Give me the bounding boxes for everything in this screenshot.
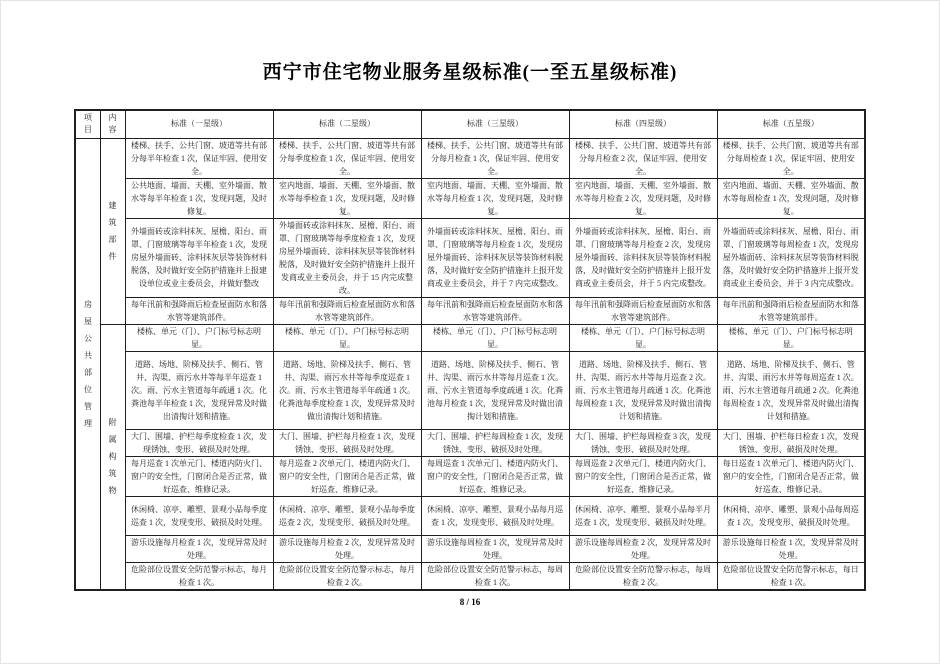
standard-cell: 危险部位设置安全防范警示标志，每月检查 2 次。: [273, 562, 421, 590]
standard-cell: 大门、围墙、护栏每月检查 1 次，发现锈蚀、变形、破损及时处理。: [273, 429, 421, 456]
standard-cell: 危险部位设置安全防范警示标志，每日检查 1 次。: [717, 562, 865, 590]
standard-cell: 楼栋、单元（门）、户门标号标志明显。: [421, 324, 569, 351]
standard-cell: 外墙面砖或涂料抹灰、屋檐、阳台、雨罩、门窗玻璃等每周检查 1 次，发现房屋外墙面砖、涂料抹灰层等装饰材料脱落，及时做好安全防护措施并上报开发商或业主委员会，并于 3 内完成整改。: [717, 218, 865, 297]
standard-cell: 游乐设施每周检查 2 次，发现异常及时处理。: [569, 535, 717, 562]
standard-cell: 休闲椅、凉亭、雕塑、景观小品每月巡查 1 次，发现变形、破损及时处理。: [421, 496, 569, 535]
standard-cell: 游乐设施每日检查 1 次，发现异常及时处理。: [717, 535, 865, 562]
standard-cell: 楼栋、单元（门）、户门标号标志明显。: [273, 324, 421, 351]
standard-cell: 楼梯、扶手、公共门窗、坡道等共有部分每半年检查 1 次，保证牢固、使用安全。: [125, 138, 273, 178]
standard-cell: 每月巡查 2 次单元门、楼道内防火门、窗户的安全性，门窗闭合是否正常，做好巡查、维修记录。: [273, 456, 421, 496]
table-row: [75, 178, 865, 218]
standard-cell: 外墙面砖或涂料抹灰、屋檐、阳台、雨罩、门窗玻璃等每月检查 2 次，发现房屋外墙面砖、涂料抹灰层等装饰材料脱落，及时做好安全防护措施并上报开发商或业主委员会，并于 5 内完成整改。: [569, 218, 717, 297]
header-content: 内容: [100, 110, 125, 138]
table-row: [75, 496, 865, 535]
standard-cell: 每年汛前和强降雨后检查屋面防水和落水管等建筑部件。: [273, 297, 421, 324]
standard-cell: 游乐设施每月检查 2 次，发现异常及时处理。: [273, 535, 421, 562]
standard-cell: 道路、场地、阶梯及扶手、侧石、管井、沟渠、雨污水井等每周巡查 1 次。雨、污水主管道每月疏通 2 次。化粪池每周检查 1 次，发现异常及时做出清掏计划和措施。: [717, 351, 865, 429]
header-star-4: 标准（四星级）: [569, 110, 717, 138]
page-title: 西宁市住宅物业服务星级标准(一至五星级标准): [262, 62, 678, 83]
header-star-5: 标准（五星级）: [717, 110, 865, 138]
standard-cell: 每年汛前和强降雨后检查屋面防水和落水管等建筑部件。: [717, 297, 865, 324]
standard-cell: 每周巡查 2 次单元门、楼道内防火门、窗户的安全性，门窗闭合是否正常，做好巡查、维修记录。: [569, 456, 717, 496]
header-star-3: 标准（三星级）: [421, 110, 569, 138]
category-label: 附属构筑物: [100, 324, 125, 590]
table-row: [75, 324, 865, 351]
standard-cell: 大门、围墙、护栏每日检查 1 次，发现锈蚀、变形、破损及时处理。: [717, 429, 865, 456]
page-number: 8 / 16: [459, 596, 481, 607]
standard-cell: 大门、围墙、护栏每周检查 3 次，发现锈蚀、变形、破损及时处理。: [569, 429, 717, 456]
standard-cell: 休闲椅、凉亭、雕塑、景观小品每周巡查 1 次，发现变形、破损及时处理。: [717, 496, 865, 535]
standard-cell: 室内地面、墙面、天棚、室外墙面、散水等每月检查 1 次，发现问题，及时修复。: [421, 178, 569, 218]
standard-cell: 室内地面、墙面、天棚、室外墙面、散水等每季检查 1 次，发现问题，及时修复。: [273, 178, 421, 218]
standard-cell: 休闲椅、凉亭、雕塑、景观小品每季度巡查 2 次，发现变形、破损及时处理。: [273, 496, 421, 535]
header-star-1: 标准（一星级）: [125, 110, 273, 138]
standard-cell: 大门、围墙、护栏每周检查 1 次，发现锈蚀、变形、破损及时处理。: [421, 429, 569, 456]
standard-cell: 公共地面、墙面、天棚、室外墙面、散水等每半年检查 1 次，发现问题，及时修复。: [125, 178, 273, 218]
table-body: [75, 138, 865, 590]
standard-cell: 楼梯、扶手、公共门窗、坡道等共有部分每周检查 1 次，保证牢固、使用安全。: [717, 138, 865, 178]
standard-cell: 危险部位设置安全防范警示标志，每周检查 2 次。: [569, 562, 717, 590]
standard-cell: 每年汛前和强降雨后检查屋面防水和落水管等建筑部件。: [125, 297, 273, 324]
standard-cell: 游乐设施每月检查 1 次，发现异常及时处理。: [125, 535, 273, 562]
standard-cell: 每年汛前和强降雨后检查屋面防水和落水管等建筑部件。: [569, 297, 717, 324]
table-row: [75, 297, 865, 324]
header-project: 项目: [75, 110, 100, 138]
standard-cell: 道路、场地、阶梯及扶手、侧石、管井、沟渠、雨污水井等每半年巡查 1 次。雨、污水主管道每年疏通 1 次。化粪池每半年检查 1 次，发现异常及时做出清掏计划和措施。: [125, 351, 273, 429]
standards-table: [74, 109, 866, 591]
standard-cell: 室内地面、墙面、天棚、室外墙面、散水等每月检查 2 次，发现问题，及时修复。: [569, 178, 717, 218]
standard-cell: 每年汛前和强降雨后检查屋面防水和落水管等建筑部件。: [421, 297, 569, 324]
standard-cell: 每日巡查 1 次单元门、楼道内防火门、窗户的安全性，门窗闭合是否正常，做好巡查、维修记录。: [717, 456, 865, 496]
standard-cell: 楼栋、单元（门）、户门标号标志明显。: [569, 324, 717, 351]
standard-cell: 休闲椅、凉亭、雕塑、景观小品每半月巡查 1 次，发现变形、破损及时处理。: [569, 496, 717, 535]
table-row: [75, 351, 865, 429]
standard-cell: 室内地面、墙面、天棚、室外墙面、散水等每周检查 1 次，发现问题，及时修复。: [717, 178, 865, 218]
standard-cell: 每月巡查 1 次单元门、楼道内防火门、窗户的安全性，门窗闭合是否正常，做好巡查、维修记录。: [125, 456, 273, 496]
header-row: [75, 110, 865, 138]
table-row: [75, 456, 865, 496]
standard-cell: 危险部位设置安全防范警示标志，每月检查 1 次。: [125, 562, 273, 590]
table-row: [75, 138, 865, 178]
table-row: [75, 535, 865, 562]
standard-cell: 游乐设施每周检查 1 次，发现异常及时处理。: [421, 535, 569, 562]
standard-cell: 道路、场地、阶梯及扶手、侧石、管井、沟渠、雨污水井等每月巡查 2 次。雨、污水主管道每月疏通 1 次。化粪池每周检查 1 次，发现异常及时做出清掏计划和措施。: [569, 351, 717, 429]
table-row: [75, 218, 865, 297]
standard-cell: 大门、围墙、护栏每季度检查 1 次，发现锈蚀、变形、破损及时处理。: [125, 429, 273, 456]
standard-cell: 道路、场地、阶梯及扶手、侧石、管井、沟渠、雨污水井等每季度巡查 1 次。雨、污水主管道每半年疏通 1 次。化粪池每季度检查 1 次，发现异常及时做出清掏计划和措施。: [273, 351, 421, 429]
standard-cell: 休闲椅、凉亭、雕塑、景观小品每季度巡查 1 次，发现变形、破损及时处理。: [125, 496, 273, 535]
standard-cell: 楼栋、单元（门）、户门标号标志明显。: [717, 324, 865, 351]
standard-cell: 楼梯、扶手、公共门窗、坡道等共有部分每季度检查 1 次，保证牢固、使用安全。: [273, 138, 421, 178]
standard-cell: 外墙面砖或涂料抹灰、屋檐、阳台、雨罩、门窗玻璃等每月检查 1 次，发现房屋外墙面砖、涂料抹灰层等装饰材料脱落，及时做好安全防护措施并上报开发商或业主委员会，并于 7 内完成整改。: [421, 218, 569, 297]
category-label: 建筑部件: [100, 138, 125, 324]
table-row: [75, 429, 865, 456]
standard-cell: 楼梯、扶手、公共门窗、坡道等共有部分每月检查 1 次，保证牢固、使用安全。: [421, 138, 569, 178]
table-row: [75, 562, 865, 590]
standard-cell: 危险部位设置安全防范警示标志，每周检查 1 次。: [421, 562, 569, 590]
standard-cell: 道路、场地、阶梯及扶手、侧石、管井、沟渠、雨污水井等每月巡查 1 次。雨、污水主管道每季度疏通 1 次。化粪池每月检查 1 次，发现异常及时做出清掏计划和措施。: [421, 351, 569, 429]
standard-cell: 外墙面砖或涂料抹灰、屋檐、阳台、雨罩、门窗玻璃等每季度检查 1 次，发现房屋外墙面砖、涂料抹灰层等装饰材料脱落，及时做好安全防护措施并上报开发商或业主委员会，并于 15 内完成整改。: [273, 218, 421, 297]
standard-cell: 楼栋、单元（门）、户门标号标志明显。: [125, 324, 273, 351]
standard-cell: 每周巡查 1 次单元门、楼道内防火门、窗户的安全性，门窗闭合是否正常，做好巡查、维修记录。: [421, 456, 569, 496]
header-star-2: 标准（二星级）: [273, 110, 421, 138]
category-label: 房屋公共部位管理: [75, 138, 100, 590]
standard-cell: 外墙面砖或涂料抹灰、屋檐、阳台、雨罩、门窗玻璃等每半年检查 1 次，发现房屋外墙面砖、涂料抹灰层等装饰材料脱落，及时做好安全防护措施并上报建设单位或业主委员会，并做好整改: [125, 218, 273, 297]
standard-cell: 楼梯、扶手、公共门窗、坡道等共有部分每月检查 2 次，保证牢固、使用安全。: [569, 138, 717, 178]
